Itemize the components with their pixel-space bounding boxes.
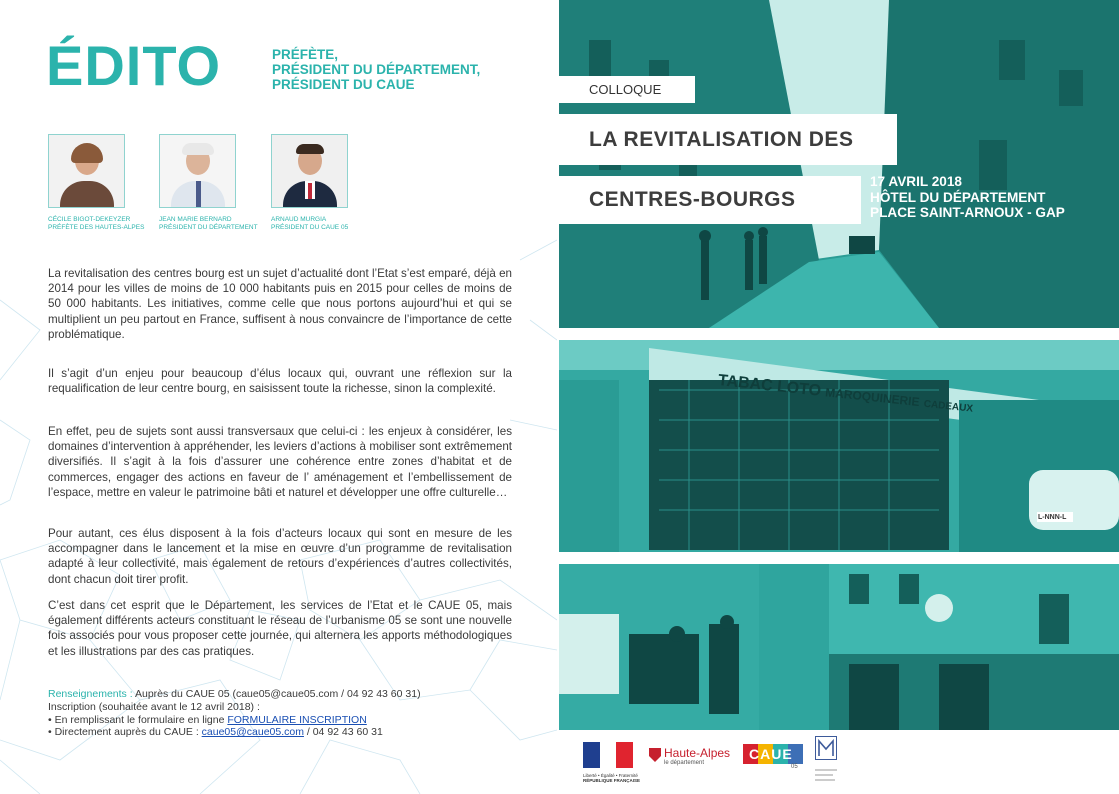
hautes-alpes-logo (649, 746, 739, 776)
role-line: PRÉFÈTE, (272, 47, 339, 62)
person-role: PRÉSIDENT DU CAUE 05 (271, 224, 349, 231)
sign-word: CADEAUX (923, 398, 974, 415)
info-phone: / 04 92 43 60 31 (303, 726, 383, 739)
person-name: CÉCILE BIGOT-DEKEYZER (48, 216, 131, 223)
edito-paragraph: La revitalisation des centres bourg est un sujet d’actualité dont l’Etat s’est emparé, déjà en 2014 pour les villes de moins de 10 000 habitants puis en 2015 pour celles de moins de 50 000 habitants. Les initiatives, comme celle que nous portons aujourd’hui et qui se multiplient un peu partout en France, suffisent à nous convaincre de l’importance de cette problématique. (48, 267, 512, 341)
event-address: PLACE SAINT-ARNOUX - GAP (870, 205, 1065, 220)
republique-motto: Liberté • Égalité • Fraternité (583, 773, 638, 778)
hautes-alpes-name: Haute-Alpes (664, 746, 731, 760)
person-name: ARNAUD MURGIA (271, 216, 327, 223)
event-title-line-2: CENTRES-BOURGS (589, 188, 796, 211)
edito-page (0, 0, 557, 794)
republique-name: RÉPUBLIQUE FRANÇAISE (583, 778, 641, 783)
sign-word: MAROQUINERIE (824, 385, 921, 410)
portrait-photo (159, 134, 236, 208)
shop-photo (559, 340, 1119, 552)
car-plate: L-NNN-L (1038, 514, 1067, 521)
caue-number: 05 (791, 764, 798, 770)
edito-paragraph: En effet, peu de sujets sont aussi transversaux que celui-ci : les enjeux à considérer, les domaines d’intervention à appréhender, les leviers d’actions à mobiliser sont extrêmement diversifiés. Il s’agit à la fois d’assurer une cohérence entre zones d’habitat et de commerces, engager des actions en faveur de l’ aménagement et l’embellissement de l’espace, mettre en valeur le patrimoine bâti et naturel et développer une offre culturelle… (48, 425, 512, 499)
republique-francaise-logo (583, 742, 641, 783)
person-name: JEAN MARIE BERNARD (159, 216, 232, 223)
info-bullet-text: • Directement auprès du CAUE : (48, 726, 202, 739)
caue-text: CAUE (749, 746, 793, 762)
event-title-line-1: LA REVITALISATION DES (589, 128, 854, 151)
portrait-photo (271, 134, 348, 208)
sign-word: TABAC (717, 372, 774, 395)
edito-title: ÉDITO (46, 34, 222, 97)
registration-form-link[interactable]: FORMULAIRE INSCRIPTION (227, 713, 367, 726)
person-president-departement (159, 134, 258, 232)
info-registration: Inscription (souhaitée avant le 12 avril 2018) : (48, 700, 260, 713)
event-details (870, 174, 1065, 221)
edito-paragraph: Pour autant, ces élus disposent à la fois d’acteurs locaux qui sont en mesure de les accompagner dans le lancement et la mise en œuvre d’un programme de revitalisation adapté à leur collectivité, mais également de retours d’expériences d’autres collectivités, dont chacun doit tirer profit. (48, 527, 512, 586)
edito-paragraph: Il s’agit d’un enjeu pour beaucoup d’élus locaux qui, ouvrant une réflexion sur la requalification de leur centre bourg, en saisissent toute la richesse, sinon la complexité. (48, 367, 512, 396)
event-venue: HÔTEL DU DÉPARTEMENT (870, 189, 1046, 205)
sign-word: LOTO (776, 378, 822, 400)
title-band-1 (557, 114, 897, 165)
caue-logo (743, 744, 803, 772)
portrait-photo (48, 134, 125, 208)
person-prefete (48, 134, 144, 232)
info-block (48, 688, 518, 739)
event-date: 17 AVRIL 2018 (870, 174, 962, 189)
colloque-tag (557, 76, 695, 103)
person-role: PRÉSIDENT DU DÉPARTEMENT (159, 224, 258, 231)
info-contact: Auprès du CAUE 05 (caue05@caue05.com / 04 92 43 60 31) (132, 688, 421, 700)
market-photo (559, 564, 1119, 730)
colloque-label: COLLOQUE (589, 82, 662, 97)
info-bullet-text: • En remplissant le formulaire en ligne (48, 713, 228, 726)
person-role: PRÉFÈTE DES HAUTES-ALPES (48, 224, 145, 231)
hautes-alpes-sub: le département (664, 760, 705, 766)
edito-roles (272, 47, 480, 92)
title-band-2 (557, 176, 861, 224)
cadastral-map-background (0, 0, 557, 794)
person-president-caue (271, 134, 348, 232)
role-line: PRÉSIDENT DU CAUE (272, 77, 415, 92)
role-line: PRÉSIDENT DU DÉPARTEMENT, (272, 62, 481, 77)
email-link[interactable]: caue05@caue05.com (201, 726, 304, 739)
partner-logos (557, 730, 1119, 794)
info-label: Renseignements : (48, 688, 133, 700)
edito-paragraph: C’est dans cet esprit que le Département, les services de l’Etat et le CAUE 05, mais également différents acteurs constituant le réseau de l’urbanisme 05 se sont une nouvelle fois associés pour vous proposer cette journée, qui alternera les apports méthodologiques et les illustrations par des cas pratiques. (48, 599, 512, 658)
ministry-logo (815, 736, 845, 788)
